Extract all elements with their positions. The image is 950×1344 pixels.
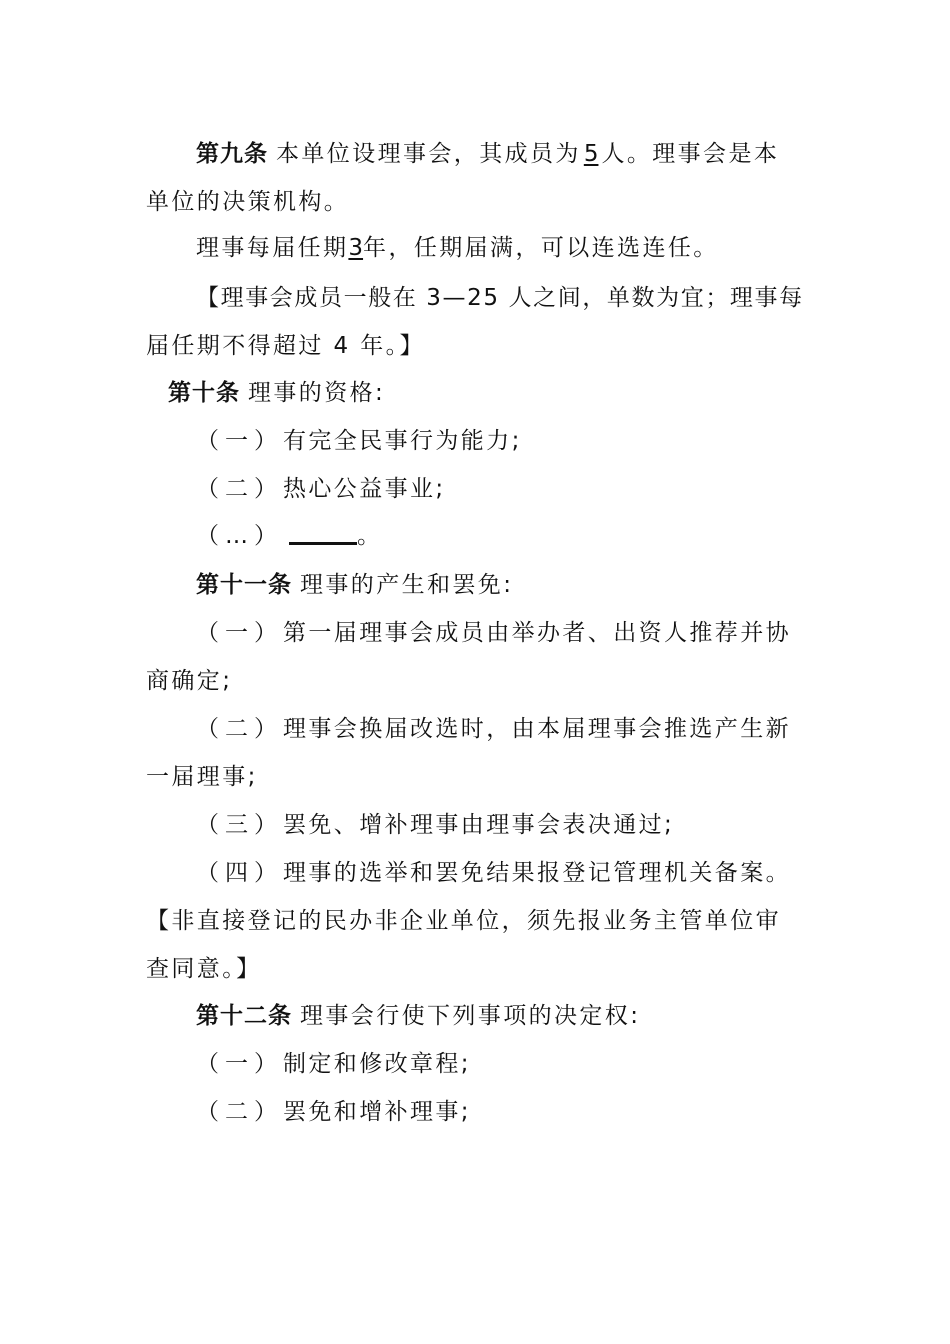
article10-item3-text: 。 (357, 523, 383, 549)
article11-item4 (196, 858, 876, 888)
fill-in-blank (289, 522, 357, 545)
article12-item2-marker: （二） (196, 1099, 283, 1125)
article11-item1-line1 (196, 618, 876, 648)
article12-item2-text: 罢免和增补理事; (283, 1099, 471, 1125)
article11-item1-marker: （一） (196, 620, 283, 646)
article11-item1-line2: 商确定; (146, 668, 233, 694)
article10-text: 理事的资格: (248, 380, 386, 406)
article11-item3-text: 罢免、增补理事由理事会表决通过; (283, 812, 675, 838)
article10-item1-text: 有完全民事行为能力; (283, 428, 522, 454)
article12-text: 理事会行使下列事项的决定权: (300, 1003, 641, 1029)
article10-heading: 第十条 (168, 380, 240, 406)
article12-item1-marker: （一） (196, 1051, 283, 1077)
article10-line (168, 378, 848, 408)
article9-term-before: 理事每届任期 (196, 235, 349, 261)
article9-text-after: 人。理事会是本 (601, 141, 780, 167)
article9-line2: 单位的决策机构。 (146, 189, 350, 215)
article11-item2-line1 (196, 714, 876, 744)
article11-item2-line2: 一届理事; (146, 764, 258, 790)
article9-member-count: 5 (583, 141, 599, 167)
article11-heading: 第十一条 (196, 572, 292, 598)
article9-text-before: 本单位设理事会，其成员为 (276, 141, 581, 167)
article12-item2 (196, 1097, 876, 1127)
article11-item3-marker: （三） (196, 812, 283, 838)
article11-line (196, 570, 876, 600)
article10-item2-text: 热心公益事业; (283, 476, 446, 502)
article9-term-years: 3 (348, 235, 364, 261)
article10-item3 (196, 521, 876, 551)
article11-item3 (196, 810, 876, 840)
article12-line (196, 1001, 876, 1031)
article10-item3-marker: （…） (196, 523, 283, 549)
article12-heading: 第十二条 (196, 1003, 292, 1029)
article11-text: 理事的产生和罢免: (300, 572, 514, 598)
article11-note-line1: 【非直接登记的民办非企业单位，须先报业务主管单位审 (146, 908, 781, 934)
article11-item2-marker: （二） (196, 716, 283, 742)
article12-item1-text: 制定和修改章程; (283, 1051, 471, 1077)
article9-note-line1: 【理事会成员一般在 3—25 人之间，单数为宜；理事每 (196, 285, 804, 311)
article11-item2-text: 理事会换届改选时，由本届理事会推选产生新 (283, 716, 791, 742)
article10-item1 (196, 426, 876, 456)
article11-item1-text: 第一届理事会成员由举办者、出资人推荐并协 (283, 620, 791, 646)
article11-item4-marker: （四） (196, 860, 283, 886)
article9-note-line2: 届任期不得超过 4 年。】 (146, 333, 425, 359)
article10-item2-marker: （二） (196, 476, 283, 502)
article12-item1 (196, 1049, 876, 1079)
article9-heading: 第九条 (196, 141, 268, 167)
article9-line1 (196, 139, 876, 169)
article10-item1-marker: （一） (196, 428, 283, 454)
article10-item2 (196, 474, 876, 504)
article11-item4-text: 理事的选举和罢免结果报登记管理机关备案。 (283, 860, 791, 886)
article11-note-line2: 查同意。】 (146, 956, 262, 982)
article9-term-after: 年，任期届满，可以连选连任。 (363, 235, 719, 261)
article9-term-line (196, 233, 876, 263)
